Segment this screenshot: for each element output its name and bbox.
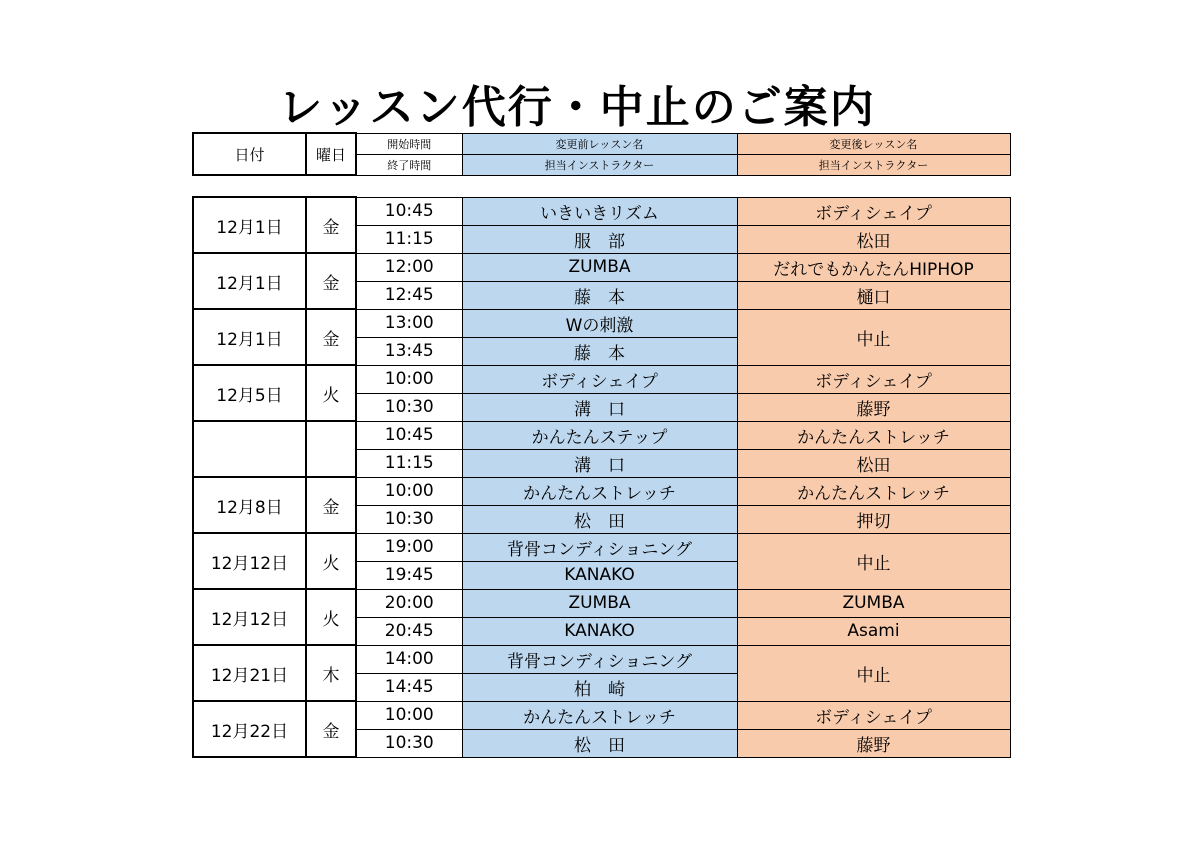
weekday-cell: 火 bbox=[306, 589, 356, 645]
table-row bbox=[193, 309, 1010, 337]
before-instructor-cell: 服 部 bbox=[462, 225, 737, 253]
before-lesson-cell: かんたんステップ bbox=[462, 421, 737, 449]
header-before-instructor: 担当インストラクター bbox=[462, 154, 737, 175]
end-time-cell: 19:45 bbox=[356, 561, 462, 589]
before-instructor-cell: 藤 本 bbox=[462, 281, 737, 309]
before-lesson-cell: いきいきリズム bbox=[462, 197, 737, 225]
start-time-cell: 13:00 bbox=[356, 309, 462, 337]
before-instructor-cell: KANAKO bbox=[462, 561, 737, 589]
date-cell: 12月1日 bbox=[193, 253, 306, 309]
start-time-cell: 20:00 bbox=[356, 589, 462, 617]
weekday-cell: 木 bbox=[306, 645, 356, 701]
page-title: レッスン代行・中止のご案内 bbox=[278, 82, 876, 133]
before-lesson-cell: ZUMBA bbox=[462, 253, 737, 281]
after-instructor-cell: 藤野 bbox=[737, 393, 1010, 421]
header-date: 日付 bbox=[193, 133, 306, 175]
weekday-cell: 金 bbox=[306, 701, 356, 757]
weekday-cell bbox=[306, 421, 356, 477]
weekday-cell: 金 bbox=[306, 253, 356, 309]
before-instructor-cell: 柏 崎 bbox=[462, 673, 737, 701]
before-lesson-cell: ボディシェイプ bbox=[462, 365, 737, 393]
after-lesson-cell: かんたんストレッチ bbox=[737, 421, 1010, 449]
before-instructor-cell: 松 田 bbox=[462, 505, 737, 533]
start-time-cell: 12:00 bbox=[356, 253, 462, 281]
end-time-cell: 11:15 bbox=[356, 225, 462, 253]
before-instructor-cell: 溝 口 bbox=[462, 393, 737, 421]
weekday-cell: 火 bbox=[306, 533, 356, 589]
start-time-cell: 10:00 bbox=[356, 365, 462, 393]
table-row bbox=[193, 533, 1010, 561]
after-instructor-cell: 藤野 bbox=[737, 729, 1010, 757]
weekday-cell: 金 bbox=[306, 477, 356, 533]
before-instructor-cell: 松 田 bbox=[462, 729, 737, 757]
before-lesson-cell: 背骨コンディショニング bbox=[462, 533, 737, 561]
table-row bbox=[193, 645, 1010, 673]
header-start-time: 開始時間 bbox=[356, 133, 462, 154]
before-lesson-cell: Wの刺激 bbox=[462, 309, 737, 337]
date-cell: 12月1日 bbox=[193, 197, 306, 253]
after-status-cell: 中止 bbox=[737, 533, 1010, 589]
date-cell: 12月21日 bbox=[193, 645, 306, 701]
after-status-cell: 中止 bbox=[737, 309, 1010, 365]
header-after-instructor: 担当インストラクター bbox=[737, 154, 1010, 175]
end-time-cell: 12:45 bbox=[356, 281, 462, 309]
date-cell: 12月5日 bbox=[193, 365, 306, 421]
table-row bbox=[193, 701, 1010, 729]
header-table bbox=[192, 132, 1011, 176]
end-time-cell: 20:45 bbox=[356, 617, 462, 645]
start-time-cell: 10:00 bbox=[356, 701, 462, 729]
end-time-cell: 10:30 bbox=[356, 505, 462, 533]
start-time-cell: 10:00 bbox=[356, 477, 462, 505]
start-time-cell: 14:00 bbox=[356, 645, 462, 673]
start-time-cell: 10:45 bbox=[356, 197, 462, 225]
date-cell: 12月1日 bbox=[193, 309, 306, 365]
weekday-cell: 火 bbox=[306, 365, 356, 421]
header-before-lesson: 変更前レッスン名 bbox=[462, 133, 737, 154]
table-row bbox=[193, 253, 1010, 281]
before-lesson-cell: 背骨コンディショニング bbox=[462, 645, 737, 673]
after-instructor-cell: 松田 bbox=[737, 225, 1010, 253]
start-time-cell: 10:45 bbox=[356, 421, 462, 449]
after-lesson-cell: ボディシェイプ bbox=[737, 365, 1010, 393]
after-lesson-cell: かんたんストレッチ bbox=[737, 477, 1010, 505]
header-weekday: 曜日 bbox=[306, 133, 356, 175]
date-cell: 12月12日 bbox=[193, 533, 306, 589]
before-lesson-cell: ZUMBA bbox=[462, 589, 737, 617]
before-instructor-cell: KANAKO bbox=[462, 617, 737, 645]
table-row bbox=[193, 477, 1010, 505]
after-status-cell: 中止 bbox=[737, 645, 1010, 701]
date-cell: 12月12日 bbox=[193, 589, 306, 645]
date-cell: 12月8日 bbox=[193, 477, 306, 533]
end-time-cell: 10:30 bbox=[356, 393, 462, 421]
weekday-cell: 金 bbox=[306, 309, 356, 365]
before-lesson-cell: かんたんストレッチ bbox=[462, 477, 737, 505]
table-row bbox=[193, 421, 1010, 449]
after-lesson-cell: ZUMBA bbox=[737, 589, 1010, 617]
after-lesson-cell: だれでもかんたんHIPHOP bbox=[737, 253, 1010, 281]
date-cell bbox=[193, 421, 306, 477]
end-time-cell: 10:30 bbox=[356, 729, 462, 757]
table-row bbox=[193, 197, 1010, 225]
end-time-cell: 14:45 bbox=[356, 673, 462, 701]
after-instructor-cell: 樋口 bbox=[737, 281, 1010, 309]
weekday-cell: 金 bbox=[306, 197, 356, 253]
date-cell: 12月22日 bbox=[193, 701, 306, 757]
table-row bbox=[193, 589, 1010, 617]
after-instructor-cell: 松田 bbox=[737, 449, 1010, 477]
before-instructor-cell: 藤 本 bbox=[462, 337, 737, 365]
end-time-cell: 13:45 bbox=[356, 337, 462, 365]
start-time-cell: 19:00 bbox=[356, 533, 462, 561]
table-row bbox=[193, 365, 1010, 393]
before-lesson-cell: かんたんストレッチ bbox=[462, 701, 737, 729]
before-instructor-cell: 溝 口 bbox=[462, 449, 737, 477]
header-after-lesson: 変更後レッスン名 bbox=[737, 133, 1010, 154]
schedule-table bbox=[192, 196, 1011, 758]
header-end-time: 終了時間 bbox=[356, 154, 462, 175]
after-instructor-cell: 押切 bbox=[737, 505, 1010, 533]
after-lesson-cell: ボディシェイプ bbox=[737, 197, 1010, 225]
end-time-cell: 11:15 bbox=[356, 449, 462, 477]
after-lesson-cell: ボディシェイプ bbox=[737, 701, 1010, 729]
after-instructor-cell: Asami bbox=[737, 617, 1010, 645]
